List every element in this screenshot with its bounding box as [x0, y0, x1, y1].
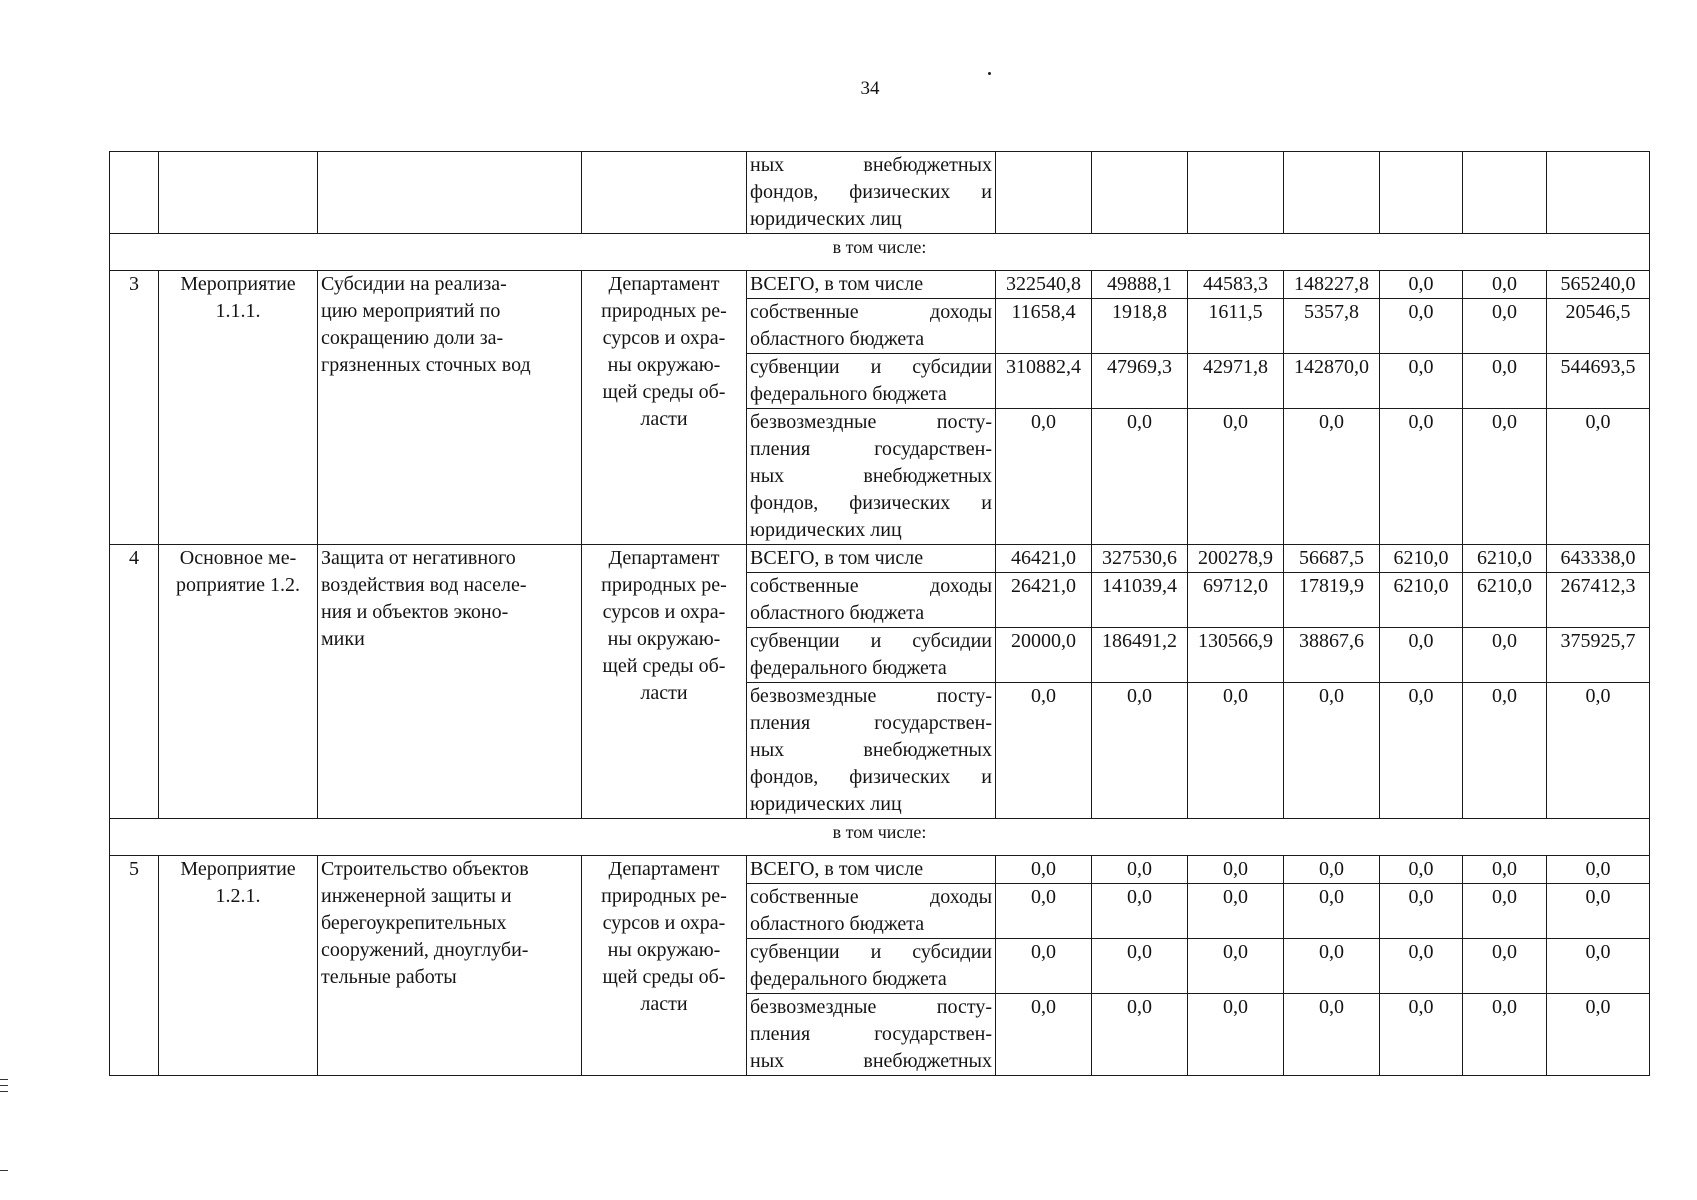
cell-funding-source: [747, 994, 996, 1076]
cell-description-line: ния и объектов эконо-: [321, 601, 509, 623]
subheader-label: в том числе:: [110, 819, 1650, 856]
source-line: федерального бюджета: [750, 657, 947, 679]
cell-value: 6210,0: [1463, 573, 1547, 628]
cell-value: 0,0: [1092, 683, 1188, 819]
source-line: ных внебюджетных: [750, 739, 992, 761]
cell-value: 267412,3: [1547, 573, 1650, 628]
cell-name-line: Основное ме-: [179, 547, 297, 569]
source-line: безвозмездные посту-: [750, 996, 992, 1018]
cell-name-line: 1.1.1.: [215, 300, 261, 322]
cell-description: [318, 856, 582, 1076]
cell-value: 6210,0: [1380, 573, 1463, 628]
cell-executor-line: сурсов и охра-: [602, 327, 726, 349]
cell-value: 56687,5: [1284, 545, 1380, 573]
cell-value: 0,0: [1547, 884, 1650, 939]
source-line: безвозмездные посту-: [750, 411, 992, 433]
cell-value: 0,0: [1284, 884, 1380, 939]
cell-value: 0,0: [1092, 939, 1188, 994]
scan-mark: [0, 1170, 8, 1171]
cell-value: [1463, 152, 1547, 234]
table-row: [110, 271, 1650, 299]
cell-value: 1611,5: [1188, 299, 1284, 354]
cell-value: 0,0: [1380, 994, 1463, 1076]
cell-name: [159, 152, 318, 234]
cell-value: [1547, 152, 1650, 234]
cell-funding-source: [747, 683, 996, 819]
cell-value: 0,0: [1463, 683, 1547, 819]
cell-value: 0,0: [1547, 409, 1650, 545]
cell-funding-source: [747, 271, 996, 299]
cell-funding-source: [747, 152, 996, 234]
cell-executor-line: ны окружаю-: [607, 354, 721, 376]
cell-name: [159, 545, 318, 819]
cell-executor-line: природных ре-: [601, 574, 727, 596]
cell-executor-line: ны окружаю-: [607, 939, 721, 961]
cell-value: 44583,3: [1188, 271, 1284, 299]
source-line: юридических лиц: [750, 793, 902, 815]
cell-value: 0,0: [1380, 939, 1463, 994]
cell-description-line: тельные работы: [321, 966, 457, 988]
source-line: областного бюджета: [750, 328, 925, 350]
cell-description-line: сооружений, дноуглуби-: [321, 939, 529, 961]
cell-funding-source: [747, 939, 996, 994]
cell-value: 0,0: [1284, 939, 1380, 994]
cell-value: 69712,0: [1188, 573, 1284, 628]
source-line: субвенции и субсидии: [750, 941, 992, 963]
cell-value: 0,0: [1463, 409, 1547, 545]
cell-value: 0,0: [996, 994, 1092, 1076]
cell-funding-source: [747, 573, 996, 628]
cell-value: 643338,0: [1547, 545, 1650, 573]
cell-value: 0,0: [1380, 683, 1463, 819]
cell-executor-line: Департамент: [608, 547, 720, 569]
source-line: субвенции и субсидии: [750, 630, 992, 652]
cell-value: 0,0: [1092, 856, 1188, 884]
cell-value: 0,0: [1284, 683, 1380, 819]
cell-value: 0,0: [1092, 884, 1188, 939]
cell-executor-line: природных ре-: [601, 300, 727, 322]
cell-executor-line: ласти: [640, 682, 688, 704]
page-number: 34: [860, 78, 880, 99]
source-line: собственные доходы: [750, 886, 992, 908]
cell-value: 0,0: [1380, 856, 1463, 884]
source-line: субвенции и субсидии: [750, 356, 992, 378]
scan-mark: [0, 1079, 8, 1080]
source-line: ВСЕГО, в том числе: [750, 547, 924, 569]
cell-value: 0,0: [1188, 884, 1284, 939]
cell-value: 6210,0: [1380, 545, 1463, 573]
subheader-label: в том числе:: [110, 234, 1650, 271]
cell-value: 544693,5: [1547, 354, 1650, 409]
cell-funding-source: [747, 299, 996, 354]
cell-value: [1092, 152, 1188, 234]
cell-description-line: Строительство объектов: [321, 858, 529, 880]
cell-executor-line: природных ре-: [601, 885, 727, 907]
cell-value: 0,0: [1188, 856, 1284, 884]
cell-name-line: Мероприятие: [180, 273, 296, 295]
source-line: юридических лиц: [750, 208, 902, 230]
cell-value: 0,0: [996, 683, 1092, 819]
cell-description-line: инженерной защиты и: [321, 885, 512, 907]
source-line: ных внебюджетных: [750, 154, 992, 176]
cell-value: 0,0: [1188, 683, 1284, 819]
cell-value: 20000,0: [996, 628, 1092, 683]
cell-name-line: Мероприятие: [180, 858, 296, 880]
cell-description-line: Субсидии на реализа-: [321, 273, 507, 295]
cell-executor-line: ласти: [640, 408, 688, 430]
source-line: пления государствен-: [750, 712, 992, 734]
source-line: собственные доходы: [750, 301, 992, 323]
cell-value: 0,0: [1380, 884, 1463, 939]
source-line: ВСЕГО, в том числе: [750, 273, 924, 295]
cell-description: [318, 152, 582, 234]
cell-value: 0,0: [1284, 856, 1380, 884]
cell-value: 0,0: [1547, 856, 1650, 884]
cell-executor-line: Департамент: [608, 273, 720, 295]
cell-value: 0,0: [1547, 683, 1650, 819]
table-row: [110, 856, 1650, 884]
cell-description: [318, 271, 582, 545]
cell-value: 186491,2: [1092, 628, 1188, 683]
scan-speck: [988, 72, 991, 75]
source-line: пления государствен-: [750, 438, 992, 460]
cell-funding-source: [747, 856, 996, 884]
cell-executor: [582, 152, 747, 234]
cell-value: 0,0: [996, 409, 1092, 545]
source-line: собственные доходы: [750, 575, 992, 597]
cell-value: 0,0: [1463, 628, 1547, 683]
source-line: фондов, физических и: [750, 181, 992, 203]
cell-executor: [582, 856, 747, 1076]
cell-no: 5: [110, 856, 159, 1076]
source-line: фондов, физических и: [750, 766, 992, 788]
cell-value: 0,0: [1463, 994, 1547, 1076]
cell-executor-line: ны окружаю-: [607, 628, 721, 650]
cell-funding-source: [747, 628, 996, 683]
cell-value: [1284, 152, 1380, 234]
cell-value: 565240,0: [1547, 271, 1650, 299]
cell-funding-source: [747, 545, 996, 573]
scan-mark: [0, 1085, 8, 1086]
cell-value: 0,0: [996, 884, 1092, 939]
source-line: федерального бюджета: [750, 968, 947, 990]
source-line: безвозмездные посту-: [750, 685, 992, 707]
cell-funding-source: [747, 409, 996, 545]
cell-value: 0,0: [1092, 994, 1188, 1076]
cell-value: 310882,4: [996, 354, 1092, 409]
cell-value: 26421,0: [996, 573, 1092, 628]
cell-executor-line: щей среды об-: [602, 655, 726, 677]
cell-value: 0,0: [1547, 939, 1650, 994]
cell-no: 3: [110, 271, 159, 545]
cell-value: 375925,7: [1547, 628, 1650, 683]
cell-funding-source: [747, 884, 996, 939]
cell-value: 0,0: [1380, 628, 1463, 683]
cell-value: 0,0: [1092, 409, 1188, 545]
cell-value: 0,0: [1380, 409, 1463, 545]
table-row-continuation: [110, 152, 1650, 234]
cell-value: 0,0: [1547, 994, 1650, 1076]
cell-value: 0,0: [1380, 354, 1463, 409]
cell-value: 322540,8: [996, 271, 1092, 299]
cell-executor-line: Департамент: [608, 858, 720, 880]
cell-name-line: 1.2.1.: [215, 885, 261, 907]
cell-no: 4: [110, 545, 159, 819]
source-line: фондов, физических и: [750, 492, 992, 514]
cell-value: 0,0: [1463, 271, 1547, 299]
cell-description: [318, 545, 582, 819]
cell-value: 0,0: [1463, 299, 1547, 354]
cell-value: [1380, 152, 1463, 234]
cell-value: 0,0: [1284, 409, 1380, 545]
cell-value: 0,0: [1463, 884, 1547, 939]
cell-value: 0,0: [1188, 409, 1284, 545]
cell-executor-line: ласти: [640, 993, 688, 1015]
cell-executor-line: сурсов и охра-: [602, 912, 726, 934]
table-row: [110, 545, 1650, 573]
subheader-row: [110, 234, 1650, 271]
cell-value: 42971,8: [1188, 354, 1284, 409]
cell-description-line: воздействия вод населе-: [321, 574, 527, 596]
cell-executor: [582, 271, 747, 545]
scan-mark: [0, 1091, 8, 1092]
cell-value: 20546,5: [1547, 299, 1650, 354]
cell-value: 0,0: [1188, 939, 1284, 994]
cell-value: 11658,4: [996, 299, 1092, 354]
cell-name: [159, 271, 318, 545]
cell-value: 0,0: [996, 856, 1092, 884]
cell-value: [996, 152, 1092, 234]
cell-funding-source: [747, 354, 996, 409]
cell-value: 141039,4: [1092, 573, 1188, 628]
budget-table: [109, 151, 1650, 1076]
cell-no: [110, 152, 159, 234]
cell-description-line: сокращению доли за-: [321, 327, 504, 349]
cell-value: 0,0: [1380, 299, 1463, 354]
source-line: областного бюджета: [750, 913, 925, 935]
cell-description-line: Защита от негативного: [321, 547, 516, 569]
cell-value: [1188, 152, 1284, 234]
source-line: федерального бюджета: [750, 383, 947, 405]
cell-value: 0,0: [996, 939, 1092, 994]
cell-description-line: берегоукрепительных: [321, 912, 507, 934]
source-line: областного бюджета: [750, 602, 925, 624]
cell-value: 327530,6: [1092, 545, 1188, 573]
cell-value: 0,0: [1463, 856, 1547, 884]
cell-value: 46421,0: [996, 545, 1092, 573]
cell-value: 0,0: [1284, 994, 1380, 1076]
cell-value: 1918,8: [1092, 299, 1188, 354]
source-line: юридических лиц: [750, 519, 902, 541]
cell-value: 130566,9: [1188, 628, 1284, 683]
cell-name-line: роприятие 1.2.: [176, 574, 300, 596]
cell-executor-line: щей среды об-: [602, 966, 726, 988]
source-line: ных внебюджетных: [750, 1050, 992, 1072]
cell-executor-line: сурсов и охра-: [602, 601, 726, 623]
cell-value: 0,0: [1380, 271, 1463, 299]
subheader-row: [110, 819, 1650, 856]
cell-description-line: цию мероприятий по: [321, 300, 501, 322]
cell-executor: [582, 545, 747, 819]
cell-value: 49888,1: [1092, 271, 1188, 299]
source-line: пления государствен-: [750, 1023, 992, 1045]
cell-description-line: мики: [321, 628, 365, 650]
cell-value: 38867,6: [1284, 628, 1380, 683]
cell-value: 0,0: [1463, 354, 1547, 409]
cell-value: 0,0: [1188, 994, 1284, 1076]
cell-value: 47969,3: [1092, 354, 1188, 409]
cell-description-line: грязненных сточных вод: [321, 354, 531, 376]
cell-value: 0,0: [1463, 939, 1547, 994]
cell-value: 6210,0: [1463, 545, 1547, 573]
cell-value: 142870,0: [1284, 354, 1380, 409]
cell-value: 148227,8: [1284, 271, 1380, 299]
cell-value: 200278,9: [1188, 545, 1284, 573]
cell-executor-line: щей среды об-: [602, 381, 726, 403]
cell-value: 17819,9: [1284, 573, 1380, 628]
source-line: ВСЕГО, в том числе: [750, 858, 924, 880]
table-body: [110, 152, 1650, 1076]
source-line: ных внебюджетных: [750, 465, 992, 487]
cell-name: [159, 856, 318, 1076]
cell-value: 5357,8: [1284, 299, 1380, 354]
